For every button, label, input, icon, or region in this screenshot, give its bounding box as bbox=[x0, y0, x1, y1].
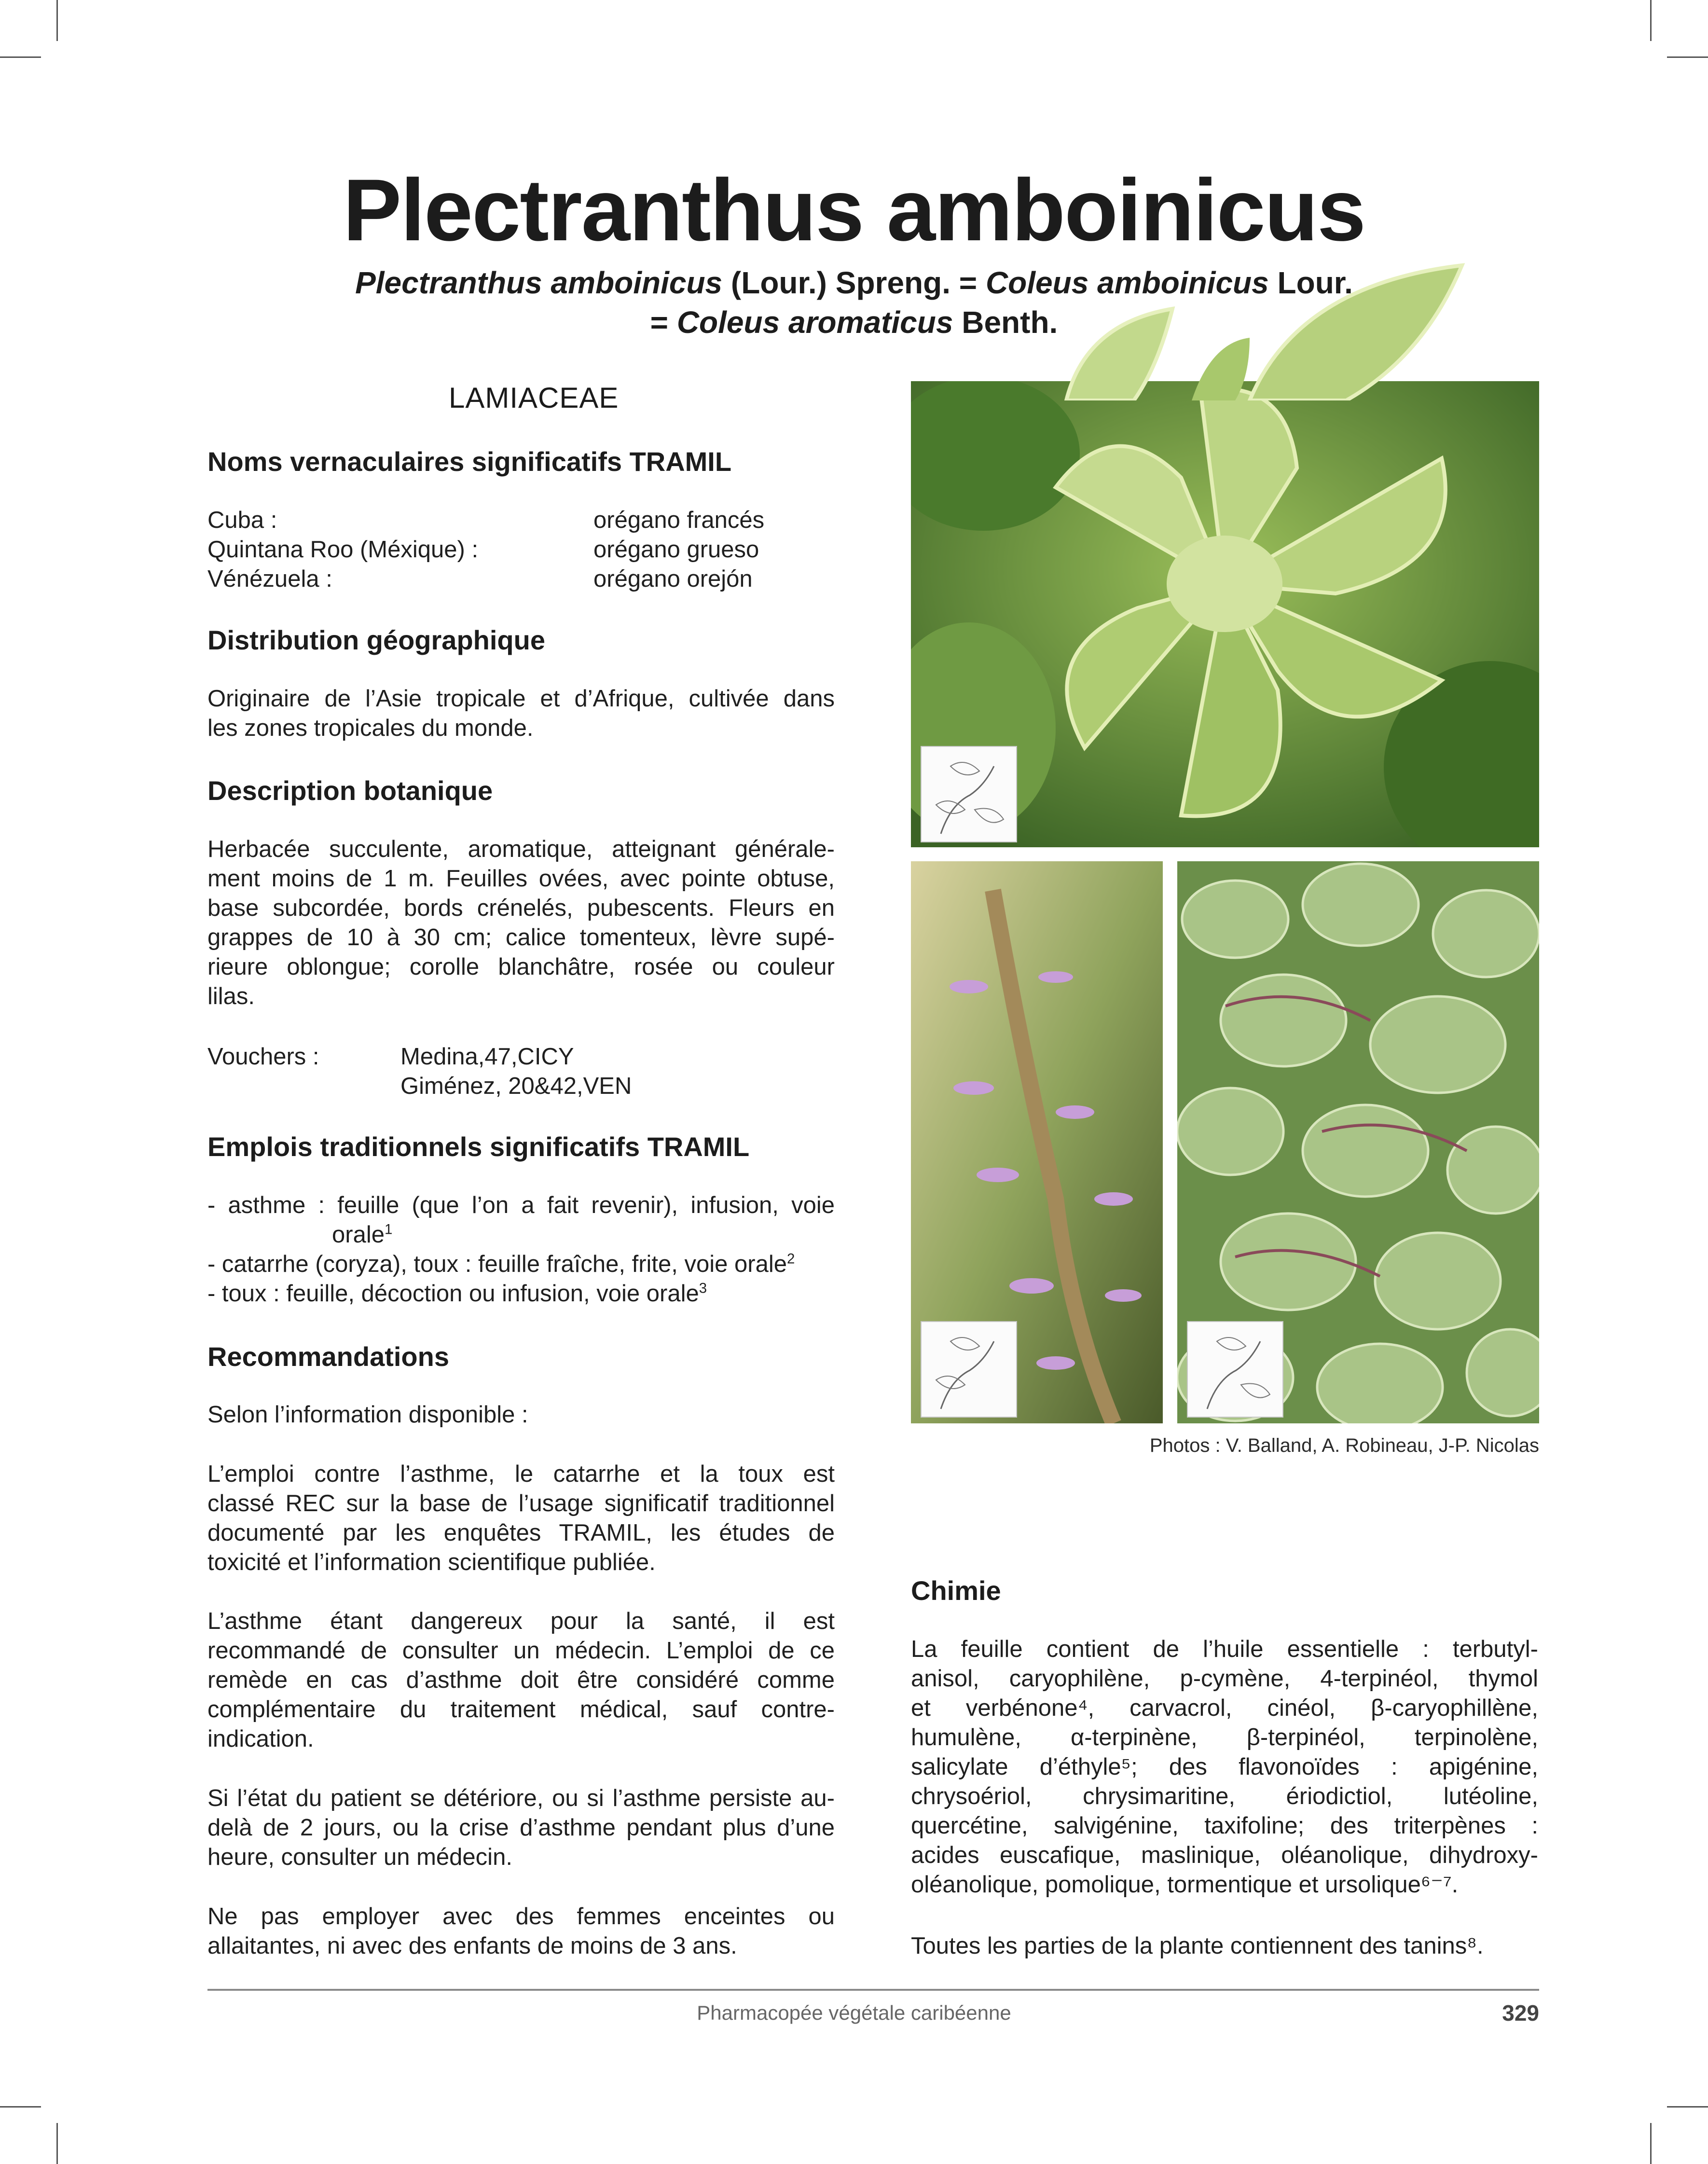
text-line: heure, consulter un médecin. bbox=[207, 1844, 512, 1870]
text-line: humulène, α-terpinène, β-terpinéol, terpinolène, bbox=[911, 1724, 1538, 1750]
text-line: acides euscafique, maslinique, oléanolique, dihydroxy- bbox=[911, 1842, 1538, 1868]
crop-mark bbox=[56, 2123, 58, 2164]
text-line: allaitantes, ni avec des enfants de moins de 3 ans. bbox=[207, 1933, 737, 1959]
text-line: indication. bbox=[207, 1726, 314, 1752]
text-line: Originaire de l’Asie tropicale et d’Afrique, cultivée dans bbox=[207, 686, 835, 712]
voucher-item: Giménez, 20&42,VEN bbox=[400, 1073, 632, 1099]
herbarium-drawing-icon bbox=[922, 747, 1016, 841]
footnote-ref: 2 bbox=[786, 1251, 795, 1267]
text-line: Ne pas employer avec des femmes enceintes ou bbox=[207, 1903, 835, 1930]
vernacular-place: Cuba : bbox=[207, 507, 277, 533]
crop-mark bbox=[1650, 2123, 1652, 2164]
text-line: orale bbox=[332, 1222, 385, 1248]
plant-drawing-thumbnail bbox=[1187, 1321, 1283, 1418]
synonym-name: Coleus amboinicus bbox=[985, 265, 1269, 300]
recommendations-intro: Selon l’information disponible : bbox=[207, 1402, 528, 1428]
heading-vernacular-names: Noms vernaculaires significatifs TRAMIL bbox=[207, 446, 732, 477]
recommendations-para-2 bbox=[207, 1607, 835, 1754]
text-line: classé REC sur la base de l’usage significatif traditionnel bbox=[207, 1490, 835, 1516]
heading-botanical-description: Description botanique bbox=[207, 775, 493, 806]
heading-traditional-uses: Emplois traditionnels significatifs TRAMIL bbox=[207, 1131, 750, 1162]
leaf-tips-illustration bbox=[1047, 256, 1481, 400]
text-line: oléanolique, pomolique, tormentique et ursolique⁶⁻⁷. bbox=[911, 1872, 1459, 1898]
species-author: (Lour.) Spreng. = bbox=[722, 265, 986, 300]
herbarium-drawing-icon bbox=[1188, 1322, 1282, 1417]
text-line: recommandé de consulter un médecin. L’emploi de ce bbox=[207, 1638, 835, 1664]
use-item-continuation bbox=[207, 1220, 835, 1250]
text-line: Si l’état du patient se détériore, ou si l’asthme persiste au- bbox=[207, 1785, 835, 1811]
text-line: rieure oblongue; corolle blanchâtre, rosée ou couleur bbox=[207, 954, 835, 980]
vouchers-label: Vouchers : bbox=[207, 1044, 319, 1070]
use-item bbox=[207, 1250, 835, 1279]
description-text bbox=[207, 835, 835, 1011]
text-line: - catarrhe (coryza), toux : feuille fraîche, frite, voie orale bbox=[207, 1251, 787, 1277]
synonym-prefix: = bbox=[650, 305, 677, 340]
text-line: documenté par les enquêtes TRAMIL, les études de bbox=[207, 1520, 835, 1546]
page-number: 329 bbox=[1502, 2000, 1539, 2026]
crop-mark bbox=[0, 56, 41, 58]
plant-family: LAMIACEAE bbox=[449, 382, 619, 414]
text-line: les zones tropicales du monde. bbox=[207, 715, 534, 741]
crop-mark bbox=[1650, 0, 1652, 41]
plant-drawing-thumbnail bbox=[921, 746, 1017, 842]
heading-recommendations: Recommandations bbox=[207, 1341, 449, 1372]
text-line: Herbacée succulente, aromatique, atteignant générale- bbox=[207, 836, 835, 862]
text-line: quercétine, salvigénine, taxifoline; des triterpènes : bbox=[911, 1813, 1538, 1839]
text-line: lilas. bbox=[207, 983, 255, 1009]
recommendations-para-4 bbox=[207, 1902, 835, 1961]
recommendations-para-1 bbox=[207, 1460, 835, 1577]
heading-distribution: Distribution géographique bbox=[207, 625, 545, 655]
photo-leaves-overhang bbox=[1047, 256, 1481, 400]
use-item bbox=[207, 1279, 835, 1309]
text-line: grappes de 10 à 30 cm; calice tomenteux, lèvre supé- bbox=[207, 924, 835, 951]
crop-mark bbox=[56, 0, 58, 41]
text-line: anisol, caryophilène, p-cymène, 4-terpinéol, thymol bbox=[911, 1666, 1538, 1692]
page-title: Plectranthus amboinicus bbox=[343, 161, 1365, 259]
footnote-ref: 3 bbox=[699, 1280, 707, 1296]
photo-credit: Photos : V. Balland, A. Robineau, J-P. Nicolas bbox=[1149, 1435, 1539, 1456]
vernacular-place: Quintana Roo (Méxique) : bbox=[207, 537, 479, 563]
text-line: complémentaire du traitement médical, sauf contre- bbox=[207, 1696, 835, 1723]
text-line: L’emploi contre l’asthme, le catarrhe et la toux est bbox=[207, 1461, 835, 1487]
synonym-author: Lour. bbox=[1268, 265, 1353, 300]
vernacular-name: orégano orejón bbox=[593, 566, 753, 592]
text-line: toxicité et l’information scientifique publiée. bbox=[207, 1549, 656, 1575]
footer-rule bbox=[207, 1989, 1539, 1991]
text-line: base subcordée, bords crénelés, pubescents. Fleurs en bbox=[207, 895, 835, 921]
synonym-author: Benth. bbox=[953, 305, 1058, 340]
uses-list bbox=[207, 1191, 835, 1309]
herbarium-drawing-icon bbox=[922, 1322, 1016, 1417]
text-line: et verbénone⁴, carvacrol, cinéol, β-caryophillène, bbox=[911, 1695, 1538, 1721]
distribution-text bbox=[207, 684, 835, 743]
text-line: L’asthme étant dangereux pour la santé, il est bbox=[207, 1608, 835, 1634]
voucher-item: Medina,47,CICY bbox=[400, 1044, 574, 1070]
text-line: ment moins de 1 m. Feuilles ovées, avec pointe obtuse, bbox=[207, 866, 835, 892]
vernacular-name: orégano grueso bbox=[593, 537, 759, 563]
use-item: - asthme : feuille (que l’on a fait revenir), infusion, voie bbox=[207, 1192, 835, 1218]
plant-drawing-thumbnail bbox=[921, 1321, 1017, 1418]
text-line: salicylate d’éthyle⁵; des flavonoïdes : apigénine, bbox=[911, 1754, 1538, 1780]
heading-chemistry: Chimie bbox=[911, 1575, 1001, 1606]
text-line: - toux : feuille, décoction ou infusion, voie orale bbox=[207, 1281, 699, 1307]
synonym-name: Coleus aromaticus bbox=[676, 305, 953, 340]
chemistry-text bbox=[911, 1635, 1538, 1900]
text-line: La feuille contient de l’huile essentielle : terbutyl- bbox=[911, 1636, 1538, 1662]
crop-mark bbox=[0, 2106, 41, 2108]
text-line: remède en cas d’asthme doit être considéré comme bbox=[207, 1667, 835, 1693]
crop-mark bbox=[1667, 2106, 1708, 2108]
species-name: Plectranthus amboinicus bbox=[355, 265, 723, 300]
text-line: delà de 2 jours, ou la crise d’asthme pendant plus d’une bbox=[207, 1815, 835, 1841]
vernacular-name: orégano francés bbox=[593, 507, 765, 533]
footnote-ref: 1 bbox=[384, 1221, 393, 1238]
footer-book-title: Pharmacopée végétale caribéenne bbox=[697, 2001, 1011, 2024]
chemistry-tannins: Toutes les parties de la plante contiennent des tanins⁸. bbox=[911, 1933, 1484, 1959]
vernacular-place: Vénézuela : bbox=[207, 566, 332, 592]
recommendations-para-3 bbox=[207, 1784, 835, 1872]
text-line: chrysoériol, chrysimaritine, ériodictiol, lutéoline, bbox=[911, 1783, 1538, 1809]
crop-mark bbox=[1667, 56, 1708, 58]
